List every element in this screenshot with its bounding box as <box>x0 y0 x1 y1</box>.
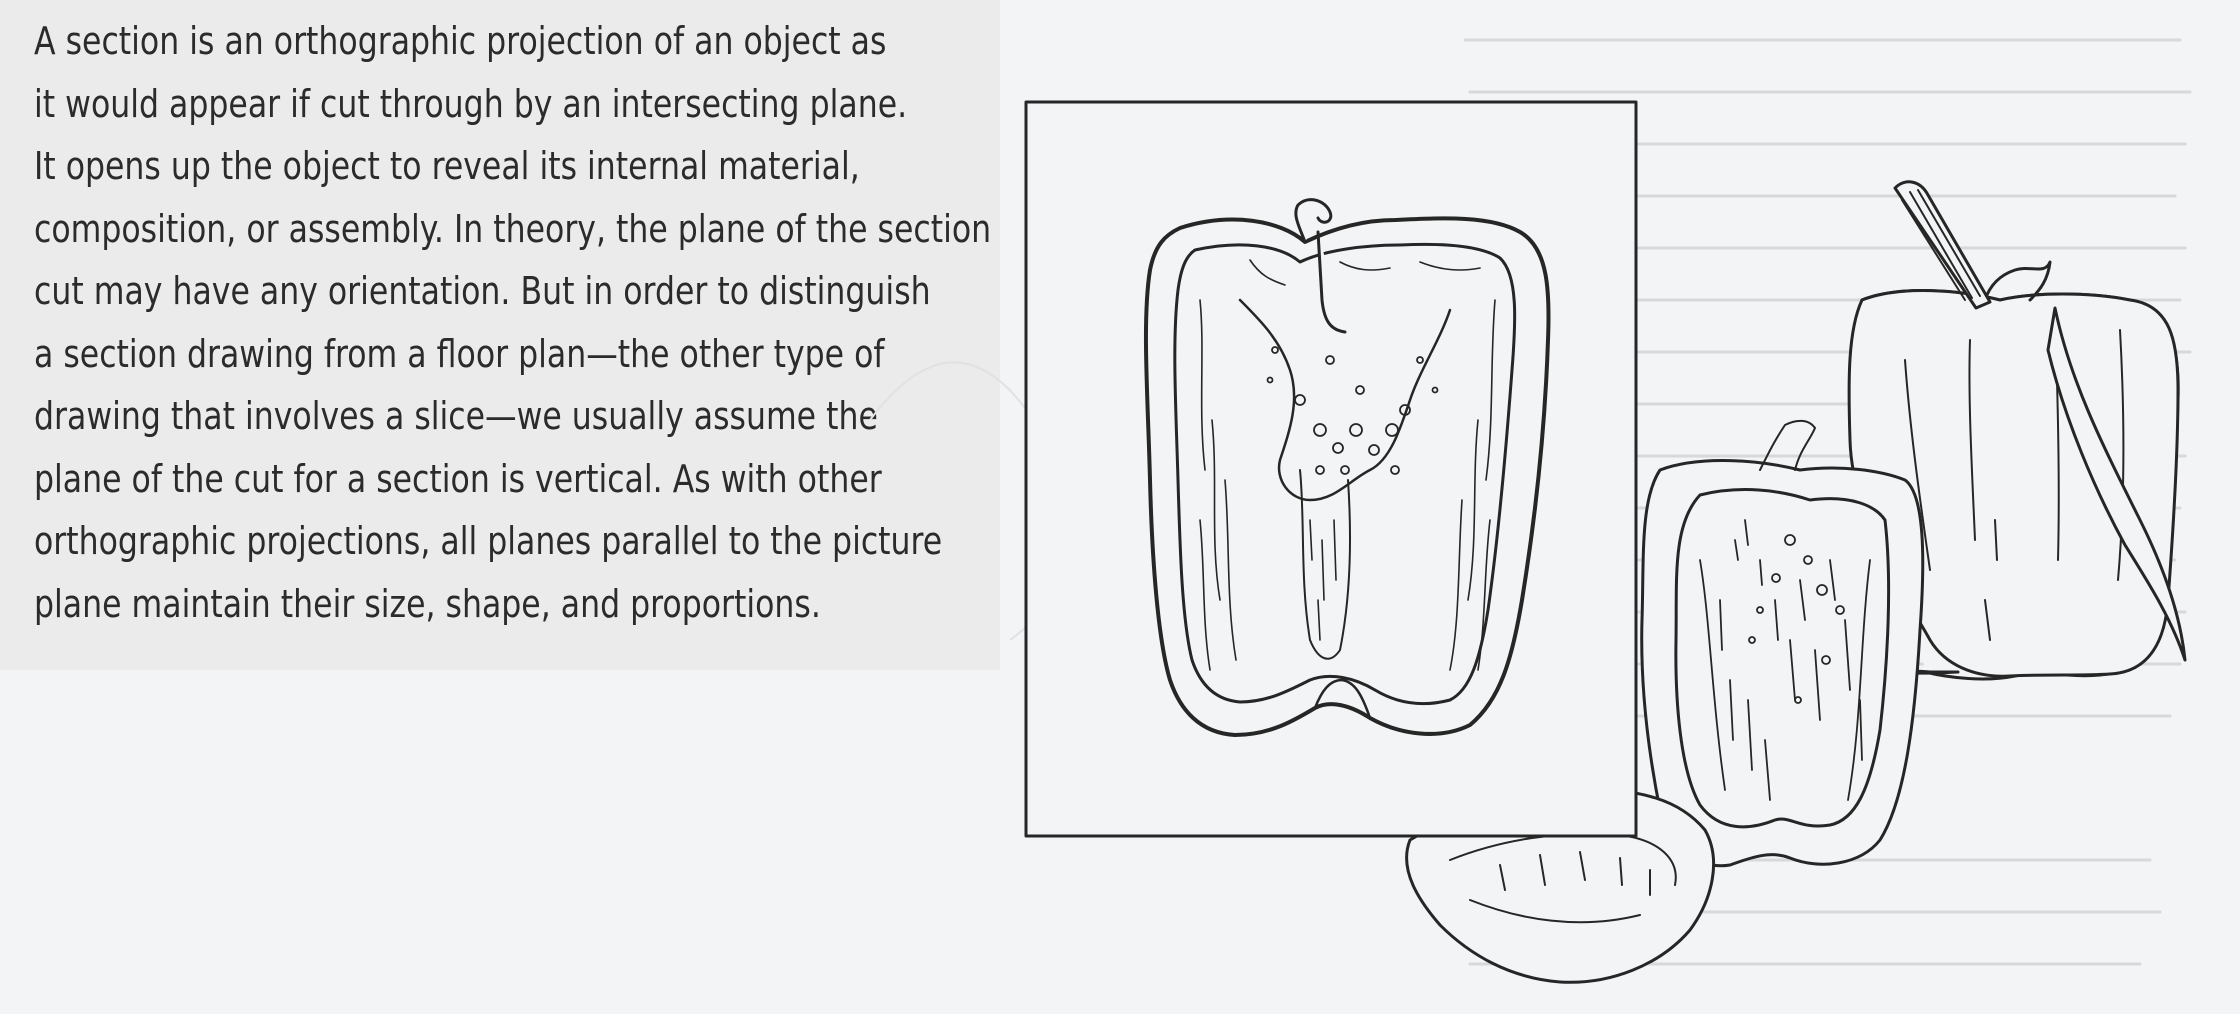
paragraph-line: orthographic projections, all planes parallel to the picture <box>34 519 943 563</box>
half-pepper <box>1642 421 1923 866</box>
paragraph-line: composition, or assembly. In theory, the plane of the section <box>34 206 992 251</box>
paragraph-line: A section is an orthographic projection of an object as <box>34 19 887 63</box>
paragraph-line: plane maintain their size, shape, and proportions. <box>34 581 821 626</box>
paragraph-line: it would appear if cut through by an intersecting plane. <box>34 81 908 126</box>
paragraph-line: It opens up the object to reveal its internal material, <box>34 144 860 188</box>
paragraph-line: cut may have any orientation. But in order to distinguish <box>34 269 931 313</box>
paragraph-line: plane of the cut for a section is vertical. As with other <box>34 456 882 501</box>
paragraph-line: drawing that involves a slice—we usually assume the <box>34 394 878 438</box>
paragraph-line: a section drawing from a floor plan—the other type of <box>34 331 885 376</box>
